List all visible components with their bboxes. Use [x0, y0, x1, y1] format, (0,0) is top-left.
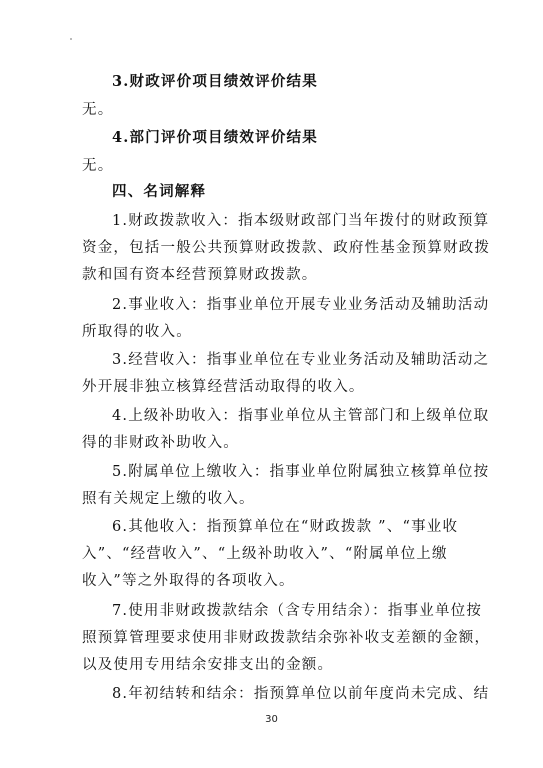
glossary-line: 照有关规定上缴的收入。 [82, 491, 255, 507]
glossary-line: 1.财政拨款收入：指本级财政部门当年拨付的财政预算 [112, 213, 490, 229]
glossary-line: 收入”等之外取得的各项收入。 [82, 573, 295, 589]
glossary-line: 所取得的收入。 [82, 324, 192, 340]
section-title-glossary: 四、名词解释 [112, 183, 207, 200]
glossary-line: 5.附属单位上缴收入：指事业单位附属独立核算单位按 [112, 464, 490, 480]
heading-4-body: 无。 [82, 158, 114, 174]
glossary-line: 款和国有资本经营预算财政拨款。 [82, 267, 318, 283]
glossary-line: 资金，包括一般公共预算财政拨款、政府性基金预算财政拨 [82, 240, 491, 256]
glossary-line: 外开展非独立核算经营活动取得的收入。 [82, 379, 365, 395]
glossary-line: 以及使用专用结余安排支出的金额。 [82, 657, 334, 673]
glossary-line: 3.经营收入：指事业单位在专业业务活动及辅助活动之 [112, 352, 490, 368]
glossary-line: 8.年初结转和结余：指预算单位以前年度尚未完成、结 [112, 686, 490, 702]
glossary-line: 7.使用非财政拨款结余（含专用结余）：指事业单位按 [112, 603, 483, 619]
heading-financial-evaluation: 3.财政评价项目绩效评价结果 [112, 73, 318, 90]
scan-dot [70, 38, 72, 40]
glossary-line: 4.上级补助收入：指事业单位从主管部门和上级单位取 [112, 408, 490, 424]
heading-3-body: 无。 [82, 102, 114, 118]
glossary-line: 6.其他收入：指预算单位在“财政拨款 ”、“事业收 [112, 519, 459, 535]
glossary-line: 2.事业收入：指事业单位开展专业业务活动及辅助活动 [112, 297, 490, 313]
page-number: 30 [265, 714, 278, 725]
heading-department-evaluation: 4.部门评价项目绩效评价结果 [112, 129, 318, 146]
glossary-line: 照预算管理要求使用非财政拨款结余弥补收支差额的金额， [82, 630, 491, 646]
glossary-line: 得的非财政补助收入。 [82, 435, 239, 451]
glossary-line: 入”、“经营收入”、“上级补助收入”、“附属单位上缴 [82, 546, 448, 562]
